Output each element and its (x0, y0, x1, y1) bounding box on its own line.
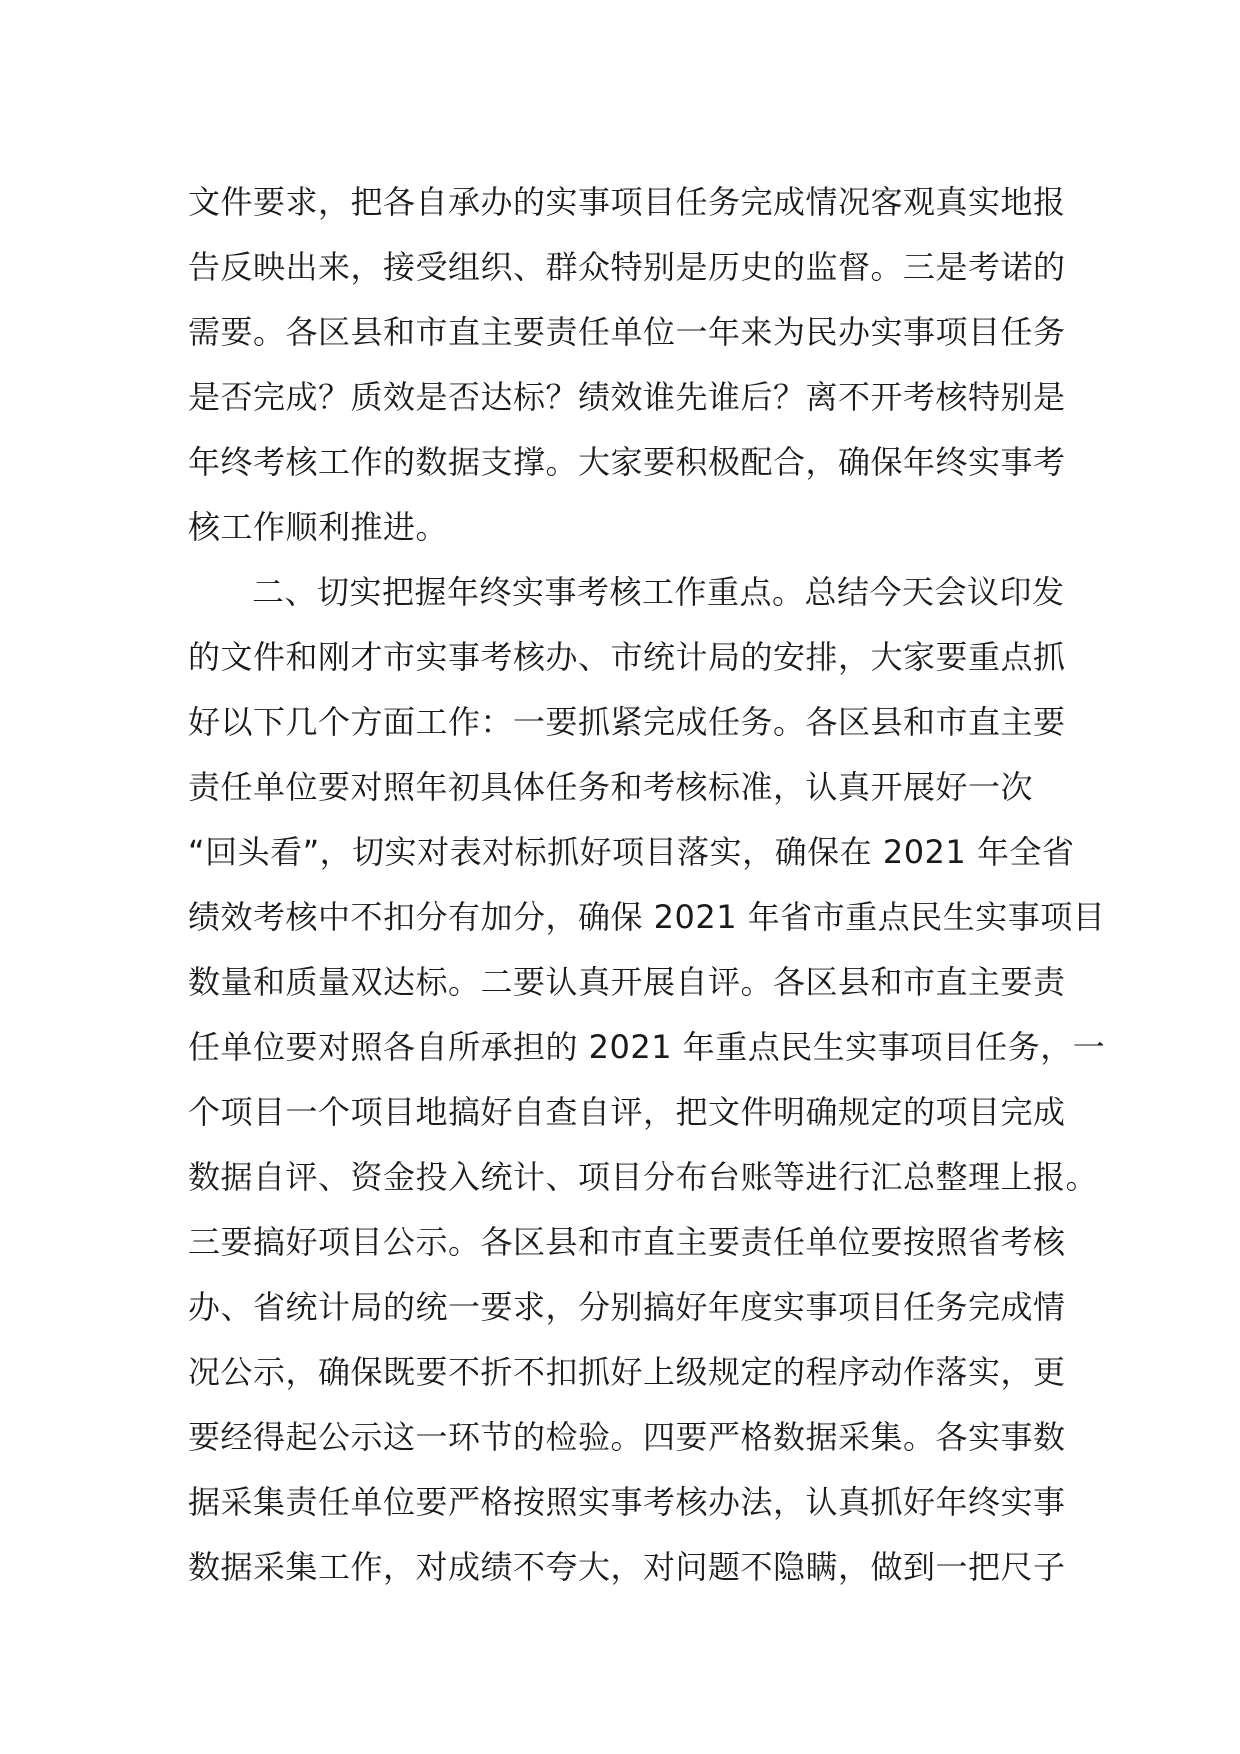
text-line: 据采集责任单位要严格按照实事考核办法，认真抓好年终实事 (188, 1483, 1066, 1521)
text-line: 告反映出来，接受组织、群众特别是历史的监督。三是考诺的 (188, 248, 1066, 286)
text-line: 任单位要对照各自所承担的 2021 年重点民生实事项目任务，一 (188, 1028, 1106, 1066)
document-body (188, 170, 1108, 1600)
text-line: 三要搞好项目公示。各区县和市直主要责任单位要按照省考核 (188, 1223, 1066, 1261)
text-line: 好以下几个方面工作：一要抓紧完成任务。各区县和市直主要 (188, 703, 1066, 741)
text-line: 办、省统计局的统一要求，分别搞好年度实事项目任务完成情 (188, 1288, 1066, 1326)
text-line: 年终考核工作的数据支撑。大家要积极配合，确保年终实事考 (188, 443, 1066, 481)
text-line: 要经得起公示这一环节的检验。四要严格数据采集。各实事数 (188, 1418, 1066, 1456)
text-line: 文件要求，把各自承办的实事项目任务完成情况客观真实地报 (188, 183, 1066, 221)
text-line: 况公示，确保既要不折不扣抓好上级规定的程序动作落实，更 (188, 1353, 1066, 1391)
text-line: 需要。各区县和市直主要责任单位一年来为民办实事项目任务 (188, 313, 1066, 351)
text-line: 的文件和刚才市实事考核办、市统计局的安排，大家要重点抓 (188, 638, 1066, 676)
text-line: 绩效考核中不扣分有加分，确保 2021 年省市重点民生实事项目 (188, 898, 1106, 936)
paragraph-start-line: 二、切实把握年终实事考核工作重点。总结今天会议印发 (252, 573, 1065, 611)
text-line: “回头看”，切实对表对标抓好项目落实，确保在 2021 年全省 (188, 833, 1075, 871)
text-line: 数据采集工作，对成绩不夸大，对问题不隐瞒，做到一把尺子 (188, 1548, 1066, 1586)
text-line: 个项目一个项目地搞好自查自评，把文件明确规定的项目完成 (188, 1093, 1066, 1131)
text-line: 是否完成？质效是否达标？绩效谁先谁后？离不开考核特别是 (188, 378, 1066, 416)
text-line: 核工作顺利推进。 (188, 508, 449, 546)
text-line: 责任单位要对照年初具体任务和考核标准，认真开展好一次 (188, 768, 1034, 806)
text-line: 数据自评、资金投入统计、项目分布台账等进行汇总整理上报。 (188, 1158, 1099, 1196)
text-line: 数量和质量双达标。二要认真开展自评。各区县和市直主要责 (188, 963, 1066, 1001)
